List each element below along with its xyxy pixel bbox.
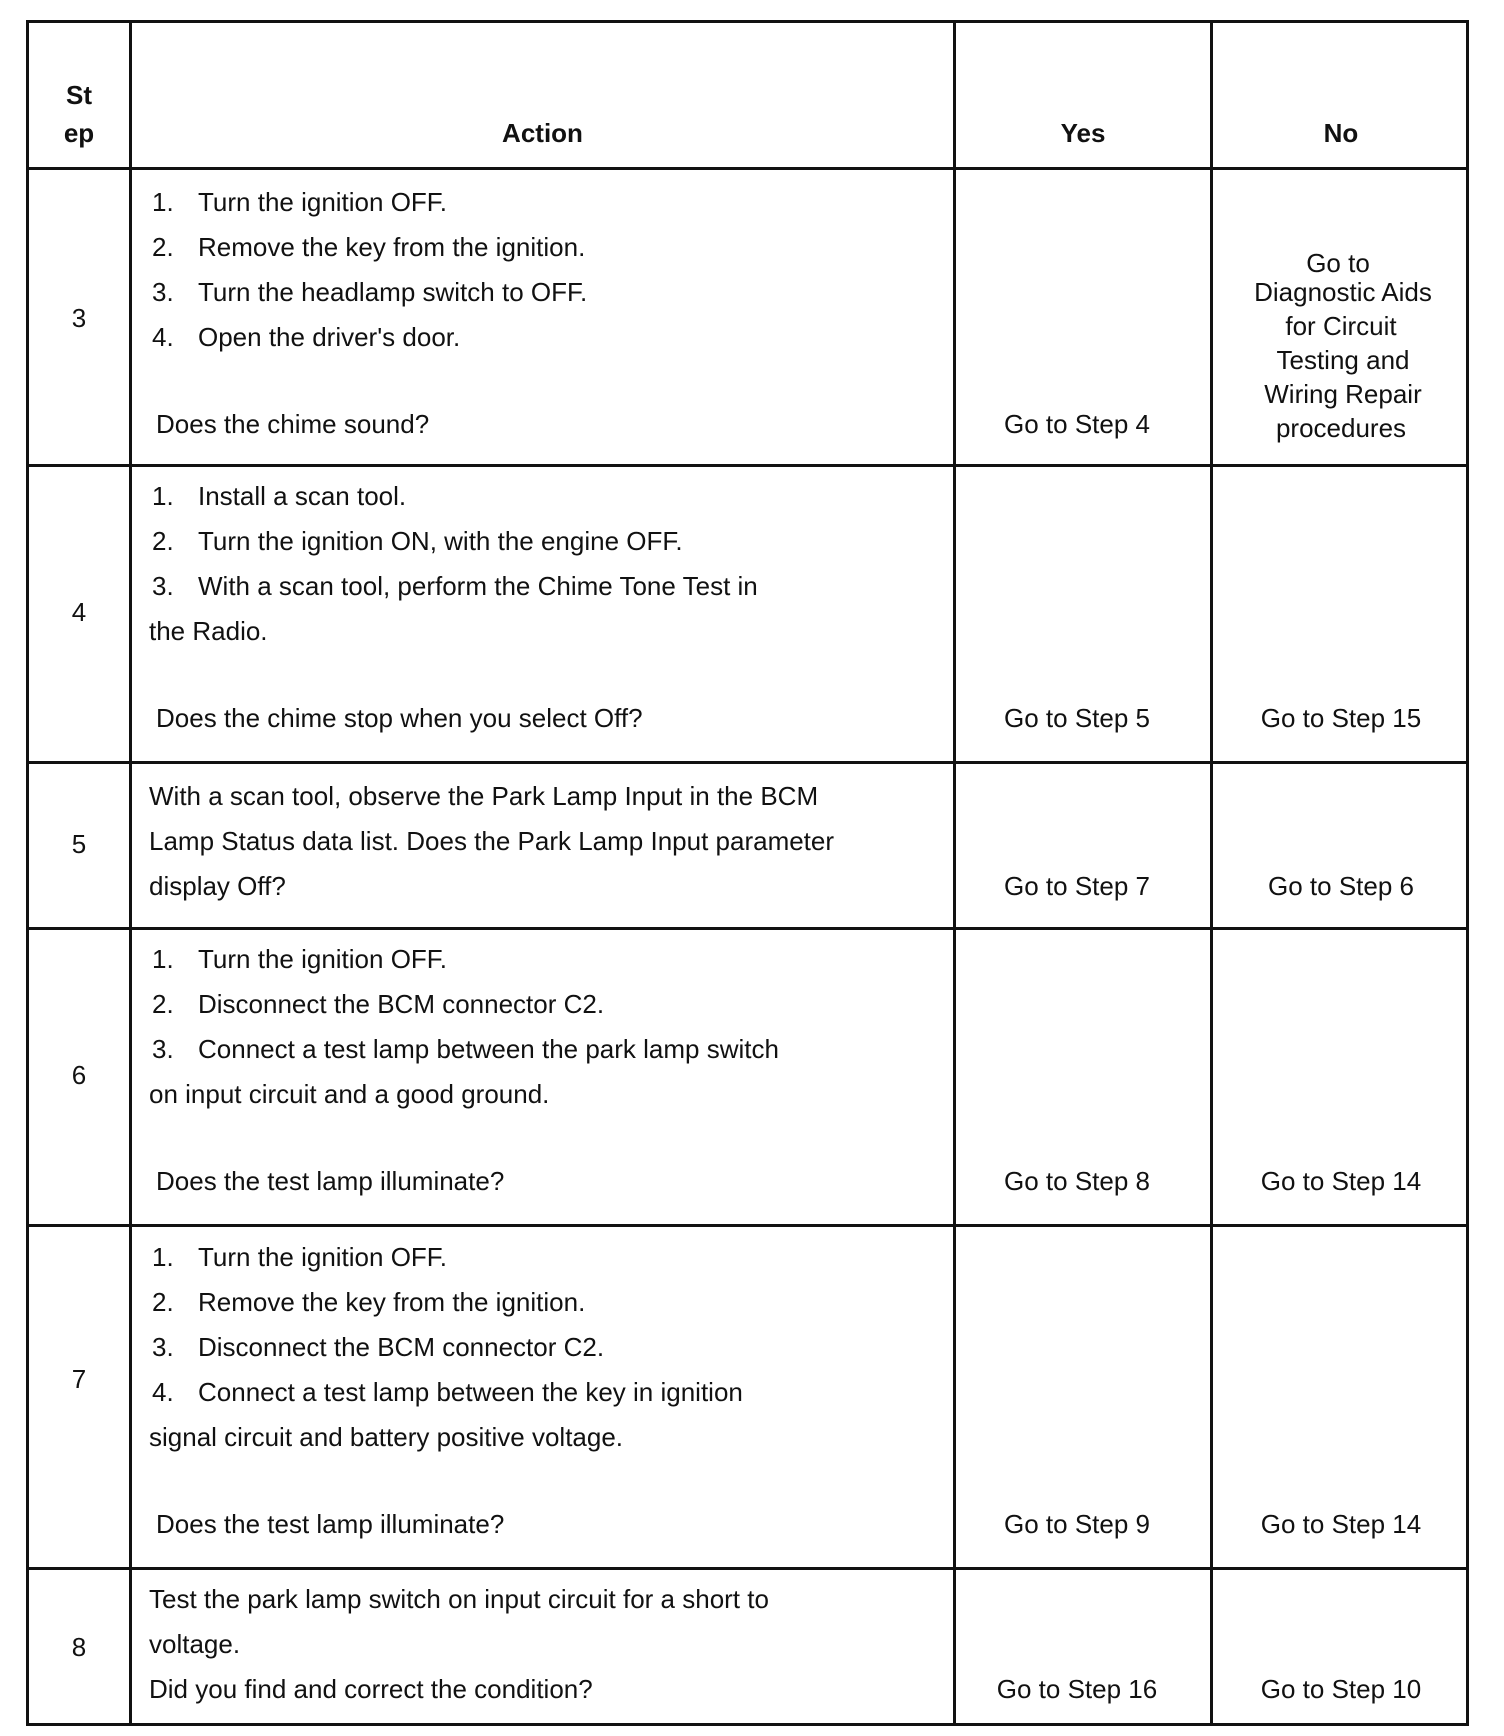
yes-cell — [953, 467, 1210, 761]
header-no-cell — [1210, 23, 1469, 167]
action-text-line: voltage. — [149, 1629, 241, 1659]
continuation-text: on input circuit and a good ground. — [149, 1079, 550, 1109]
step-number: 3 — [71, 303, 87, 333]
yes-cell — [953, 930, 1210, 1224]
yes-text: Go to Step 9 — [1004, 1509, 1150, 1539]
no-text: Go to Step 14 — [1260, 1509, 1422, 1539]
action-text-line: With a scan tool, observe the Park Lamp Input in the BCM — [149, 781, 819, 811]
action-cell — [129, 1227, 953, 1567]
yes-cell — [953, 1570, 1210, 1726]
list-item: 1. Turn the ignition OFF. — [152, 187, 448, 217]
list-item: 3. Disconnect the BCM connector C2. — [152, 1332, 605, 1362]
header-action-cell — [129, 23, 953, 167]
header-step-cell — [29, 23, 129, 167]
no-text: Go to Step 15 — [1260, 703, 1422, 733]
yes-text: Go to Step 7 — [1004, 871, 1150, 901]
question-text: Does the chime sound? — [156, 409, 430, 439]
no-text-line: Go to — [1306, 248, 1370, 278]
no-text-line: for Circuit — [1285, 311, 1397, 341]
no-text: Go to Step 10 — [1260, 1674, 1422, 1704]
list-item: 4. Connect a test lamp between the key in ignition — [152, 1377, 743, 1407]
table-row — [29, 1224, 1466, 1567]
no-text-line: Diagnostic Aids — [1254, 277, 1432, 307]
yes-text: Go to Step 8 — [1004, 1166, 1150, 1196]
continuation-text: the Radio. — [149, 616, 268, 646]
list-item: 2. Disconnect the BCM connector C2. — [152, 989, 605, 1019]
list-item: 2. Remove the key from the ignition. — [152, 232, 586, 262]
list-item: 2. Turn the ignition ON, with the engine OFF. — [152, 526, 683, 556]
question-text: Does the test lamp illuminate? — [156, 1509, 505, 1539]
no-cell — [1210, 764, 1469, 927]
question-text: Does the test lamp illuminate? — [156, 1166, 505, 1196]
header-no: No — [1323, 118, 1359, 148]
step-number: 8 — [71, 1632, 87, 1662]
header-row — [29, 23, 1466, 167]
action-text-line: Test the park lamp switch on input circuit for a short to — [149, 1584, 769, 1614]
no-cell — [1210, 170, 1469, 464]
yes-cell — [953, 1227, 1210, 1567]
header-yes: Yes — [1060, 118, 1106, 148]
step-number: 5 — [71, 829, 87, 859]
list-item: 4. Open the driver's door. — [152, 322, 461, 352]
list-item: 3. Connect a test lamp between the park lamp switch — [152, 1034, 779, 1064]
list-item: 3. Turn the headlamp switch to OFF. — [152, 277, 588, 307]
table-row — [29, 761, 1466, 927]
no-cell — [1210, 1227, 1469, 1567]
continuation-text: signal circuit and battery positive voltage. — [149, 1422, 624, 1452]
action-cell — [129, 170, 953, 464]
header-action: Action — [502, 118, 583, 148]
action-text-line: Did you find and correct the condition? — [149, 1674, 593, 1704]
yes-cell — [953, 170, 1210, 464]
yes-cell — [953, 764, 1210, 927]
table-row — [29, 167, 1466, 464]
list-item: 1. Turn the ignition OFF. — [152, 1242, 448, 1272]
no-cell — [1210, 930, 1469, 1224]
no-text: Go to Step 6 — [1268, 871, 1414, 901]
no-text: Go to Step 14 — [1260, 1166, 1422, 1196]
step-number: 4 — [71, 597, 87, 627]
question-text: Does the chime stop when you select Off? — [156, 703, 643, 733]
action-text-line: display Off? — [149, 871, 286, 901]
diagnostic-table — [26, 20, 1469, 1726]
action-cell — [129, 1570, 953, 1726]
step-number: 7 — [71, 1364, 87, 1394]
no-text-line: procedures — [1275, 413, 1407, 443]
list-item: 1. Install a scan tool. — [152, 481, 407, 511]
list-item: 3. With a scan tool, perform the Chime Tone Test in — [152, 571, 758, 601]
table-row — [29, 464, 1466, 761]
action-cell — [129, 467, 953, 761]
table-row — [29, 1567, 1466, 1726]
no-text-line: Wiring Repair — [1264, 379, 1422, 409]
step-number: 6 — [71, 1060, 87, 1090]
list-item: 1. Turn the ignition OFF. — [152, 944, 448, 974]
yes-text: Go to Step 5 — [1004, 703, 1150, 733]
list-item: 2. Remove the key from the ignition. — [152, 1287, 586, 1317]
yes-text: Go to Step 4 — [1004, 409, 1150, 439]
no-text-line: Testing and — [1276, 345, 1410, 375]
header-step-line1: St — [66, 80, 92, 110]
action-cell — [129, 764, 953, 927]
no-cell — [1210, 467, 1469, 761]
table-row — [29, 927, 1466, 1224]
header-step-line2: ep — [63, 118, 95, 148]
no-cell — [1210, 1570, 1469, 1726]
action-cell — [129, 930, 953, 1224]
header-yes-cell — [953, 23, 1210, 167]
action-text-line: Lamp Status data list. Does the Park Lamp Input parameter — [149, 826, 835, 856]
yes-text: Go to Step 16 — [996, 1674, 1158, 1704]
